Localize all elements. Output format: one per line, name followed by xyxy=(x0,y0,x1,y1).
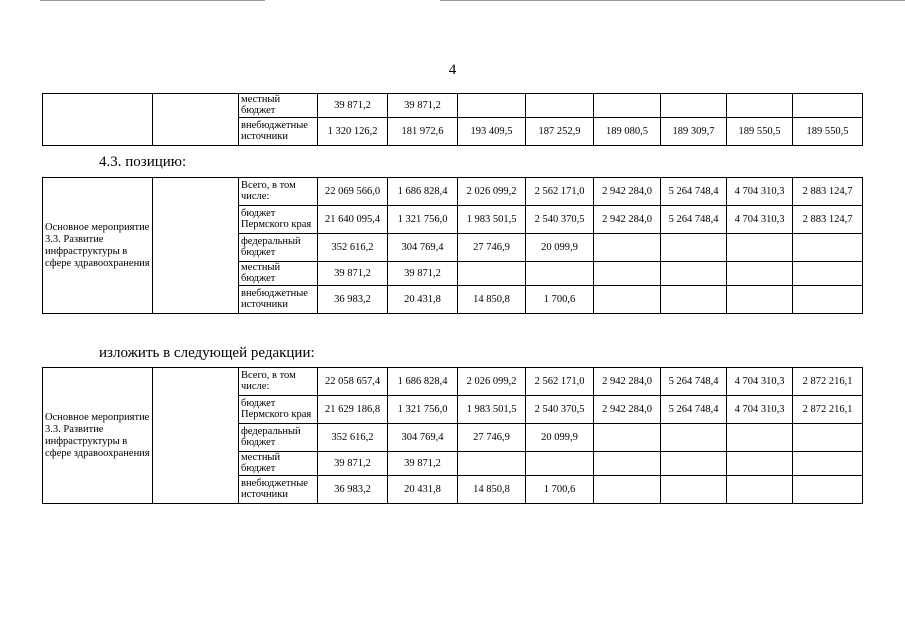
amount-cell: 4 704 310,3 xyxy=(727,396,793,424)
amount-cell xyxy=(793,286,863,314)
page-number: 4 xyxy=(448,62,457,78)
amount-cell xyxy=(458,262,526,286)
amount-cell: 2 942 284,0 xyxy=(594,206,661,234)
amount-cell: 189 550,5 xyxy=(727,118,793,146)
amount-cell: 2 540 370,5 xyxy=(526,206,594,234)
amount-cell xyxy=(793,94,863,118)
amount-cell xyxy=(594,94,661,118)
amount-cell: 1 686 828,4 xyxy=(388,368,458,396)
amount-cell: 189 550,5 xyxy=(793,118,863,146)
old-position-table xyxy=(42,177,863,314)
table-row xyxy=(43,94,863,118)
amount-cell: 1 700,6 xyxy=(526,476,594,504)
amount-cell: 2 872 216,1 xyxy=(793,368,863,396)
amount-cell: 4 704 310,3 xyxy=(727,178,793,206)
funding-source-cell: местный бюджет xyxy=(239,94,318,118)
amount-cell xyxy=(458,94,526,118)
amount-cell: 39 871,2 xyxy=(388,262,458,286)
amount-cell: 1 700,6 xyxy=(526,286,594,314)
amount-cell: 2 562 171,0 xyxy=(526,178,594,206)
amount-cell xyxy=(594,234,661,262)
new-edition-table xyxy=(42,367,863,504)
empty-executor-cell xyxy=(153,178,239,314)
amount-cell xyxy=(594,452,661,476)
continuation-table-body xyxy=(43,94,863,146)
amount-cell: 5 264 748,4 xyxy=(661,206,727,234)
amount-cell: 20 431,8 xyxy=(388,286,458,314)
amount-cell: 2 942 284,0 xyxy=(594,396,661,424)
table-row xyxy=(43,178,863,206)
amount-cell xyxy=(594,286,661,314)
new-edition-heading: изложить в следующей редакции: xyxy=(99,345,315,361)
amount-cell: 1 983 501,5 xyxy=(458,396,526,424)
amount-cell xyxy=(526,94,594,118)
continuation-table xyxy=(42,93,863,146)
amount-cell: 1 686 828,4 xyxy=(388,178,458,206)
amount-cell xyxy=(793,424,863,452)
amount-cell: 352 616,2 xyxy=(318,424,388,452)
funding-source-cell: внебюджетные источники xyxy=(239,118,318,146)
old-position-table-body xyxy=(43,178,863,314)
section-heading: 4.3. позицию: xyxy=(99,154,187,170)
amount-cell: 2 540 370,5 xyxy=(526,396,594,424)
table-row xyxy=(43,368,863,396)
amount-cell: 22 058 657,4 xyxy=(318,368,388,396)
amount-cell xyxy=(526,452,594,476)
amount-cell xyxy=(594,476,661,504)
amount-cell: 27 746,9 xyxy=(458,234,526,262)
amount-cell xyxy=(727,452,793,476)
amount-cell xyxy=(458,452,526,476)
amount-cell: 187 252,9 xyxy=(526,118,594,146)
amount-cell: 2 883 124,7 xyxy=(793,178,863,206)
amount-cell xyxy=(793,234,863,262)
amount-cell: 22 069 566,0 xyxy=(318,178,388,206)
funding-source-cell: внебюджетные источники xyxy=(239,286,318,314)
amount-cell: 14 850,8 xyxy=(458,476,526,504)
amount-cell: 2 562 171,0 xyxy=(526,368,594,396)
amount-cell: 4 704 310,3 xyxy=(727,206,793,234)
amount-cell: 2 883 124,7 xyxy=(793,206,863,234)
amount-cell: 1 321 756,0 xyxy=(388,396,458,424)
empty-executor-cell xyxy=(153,94,239,146)
amount-cell: 2 026 099,2 xyxy=(458,368,526,396)
amount-cell: 4 704 310,3 xyxy=(727,368,793,396)
amount-cell: 39 871,2 xyxy=(318,452,388,476)
amount-cell xyxy=(661,94,727,118)
funding-source-cell: местный бюджет xyxy=(239,262,318,286)
amount-cell xyxy=(727,286,793,314)
amount-cell: 2 872 216,1 xyxy=(793,396,863,424)
amount-cell: 2 026 099,2 xyxy=(458,178,526,206)
measure-name-cell: Основное мероприятие 3.3. Развитие инфраструктуры в сфере здравоохранения xyxy=(43,368,153,504)
amount-cell: 36 983,2 xyxy=(318,286,388,314)
funding-source-cell: внебюджетные источники xyxy=(239,476,318,504)
scan-edge-right xyxy=(440,0,905,1)
amount-cell xyxy=(727,424,793,452)
amount-cell xyxy=(661,424,727,452)
amount-cell: 1 321 756,0 xyxy=(388,206,458,234)
funding-source-cell: федеральный бюджет xyxy=(239,234,318,262)
amount-cell xyxy=(793,452,863,476)
amount-cell xyxy=(594,262,661,286)
scan-edge-left xyxy=(40,0,265,1)
amount-cell xyxy=(594,424,661,452)
amount-cell xyxy=(661,286,727,314)
amount-cell: 304 769,4 xyxy=(388,424,458,452)
amount-cell: 27 746,9 xyxy=(458,424,526,452)
amount-cell: 20 431,8 xyxy=(388,476,458,504)
amount-cell xyxy=(526,262,594,286)
amount-cell: 5 264 748,4 xyxy=(661,178,727,206)
amount-cell xyxy=(661,234,727,262)
amount-cell: 20 099,9 xyxy=(526,234,594,262)
amount-cell: 193 409,5 xyxy=(458,118,526,146)
amount-cell: 21 629 186,8 xyxy=(318,396,388,424)
amount-cell: 1 983 501,5 xyxy=(458,206,526,234)
amount-cell: 39 871,2 xyxy=(388,94,458,118)
amount-cell xyxy=(661,262,727,286)
funding-source-cell: бюджет Пермского края xyxy=(239,206,318,234)
empty-name-cell xyxy=(43,94,153,146)
amount-cell: 304 769,4 xyxy=(388,234,458,262)
amount-cell: 39 871,2 xyxy=(318,262,388,286)
measure-name-cell: Основное мероприятие 3.3. Развитие инфраструктуры в сфере здравоохранения xyxy=(43,178,153,314)
amount-cell xyxy=(793,262,863,286)
funding-source-cell: бюджет Пермского края xyxy=(239,396,318,424)
amount-cell: 181 972,6 xyxy=(388,118,458,146)
funding-source-cell: Всего, в том числе: xyxy=(239,368,318,396)
amount-cell xyxy=(727,234,793,262)
amount-cell: 20 099,9 xyxy=(526,424,594,452)
new-edition-table-body xyxy=(43,368,863,504)
amount-cell: 5 264 748,4 xyxy=(661,368,727,396)
amount-cell: 39 871,2 xyxy=(388,452,458,476)
amount-cell: 352 616,2 xyxy=(318,234,388,262)
amount-cell: 1 320 126,2 xyxy=(318,118,388,146)
amount-cell xyxy=(727,476,793,504)
amount-cell: 2 942 284,0 xyxy=(594,178,661,206)
empty-executor-cell xyxy=(153,368,239,504)
amount-cell xyxy=(727,262,793,286)
amount-cell xyxy=(727,94,793,118)
amount-cell: 5 264 748,4 xyxy=(661,396,727,424)
amount-cell xyxy=(793,476,863,504)
amount-cell: 21 640 095,4 xyxy=(318,206,388,234)
amount-cell: 189 080,5 xyxy=(594,118,661,146)
funding-source-cell: местный бюджет xyxy=(239,452,318,476)
amount-cell xyxy=(661,452,727,476)
funding-source-cell: федеральный бюджет xyxy=(239,424,318,452)
funding-source-cell: Всего, в том числе: xyxy=(239,178,318,206)
amount-cell: 2 942 284,0 xyxy=(594,368,661,396)
amount-cell: 14 850,8 xyxy=(458,286,526,314)
amount-cell xyxy=(661,476,727,504)
amount-cell: 189 309,7 xyxy=(661,118,727,146)
amount-cell: 39 871,2 xyxy=(318,94,388,118)
amount-cell: 36 983,2 xyxy=(318,476,388,504)
